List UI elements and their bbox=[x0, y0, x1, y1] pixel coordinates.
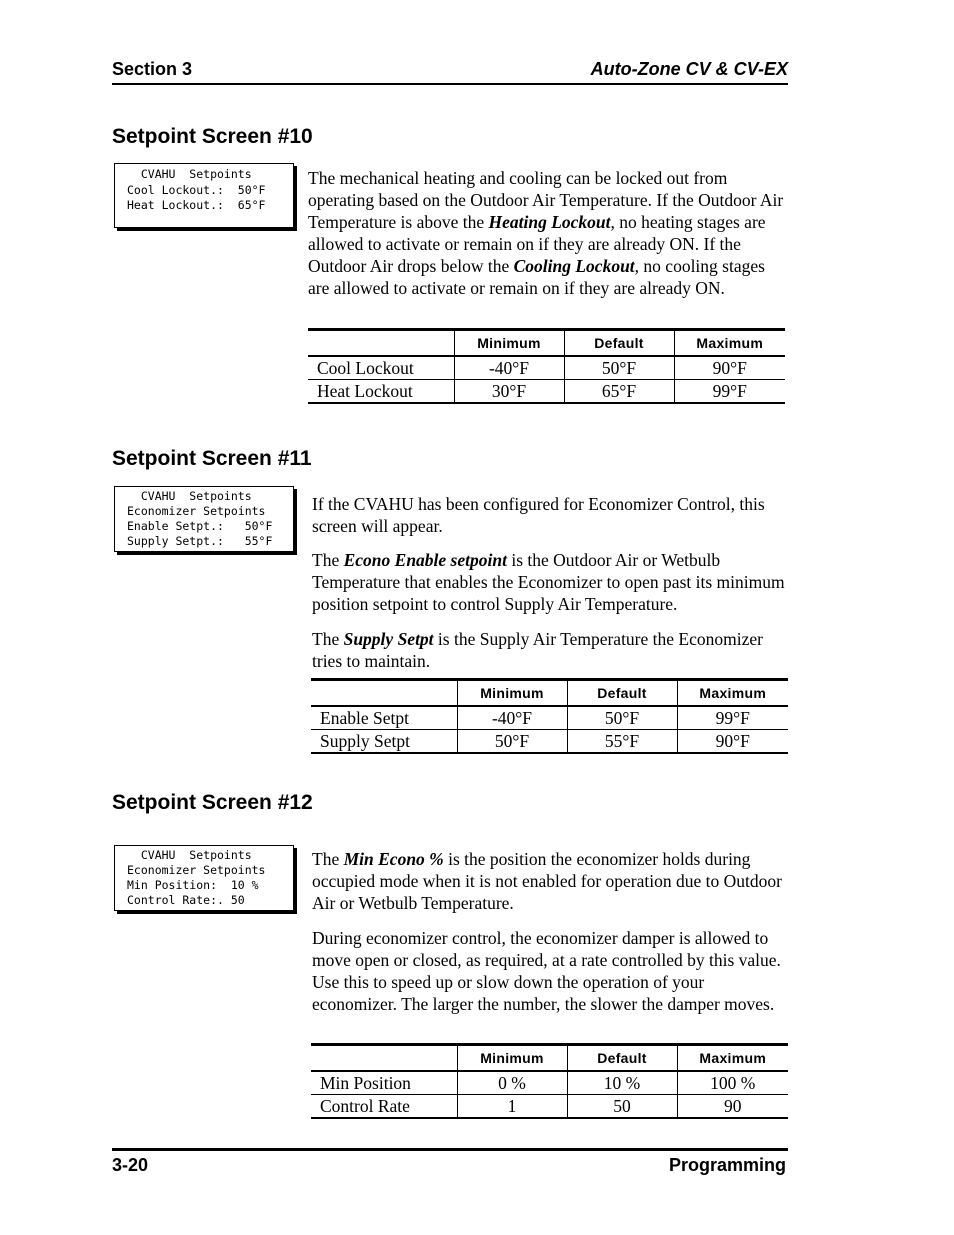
table-cell: 55°F bbox=[567, 730, 677, 754]
table-cell: -40°F bbox=[454, 356, 564, 380]
table-row bbox=[311, 730, 788, 754]
emphasis-term: Supply Setpt bbox=[343, 629, 434, 649]
section-label: Section 3 bbox=[112, 59, 193, 79]
body-paragraph: If the CVAHU has been configured for Economizer Control, this screen will appear. bbox=[312, 494, 765, 536]
table-cell: 90°F bbox=[674, 356, 785, 380]
column-header: Minimum bbox=[457, 680, 567, 707]
column-header: Minimum bbox=[457, 1045, 567, 1072]
row-label: Supply Setpt bbox=[311, 730, 457, 754]
table-row bbox=[311, 1095, 788, 1119]
body-paragraph: During economizer control, the economizer damper is allowed to move open or closed, as required, at a rate controlled by this value. Use this to speed up or slow down the operation of your economizer. The larger the number, the slower the damper moves. bbox=[312, 928, 781, 1014]
table-header-row bbox=[308, 330, 785, 357]
section-heading: Setpoint Screen #12 bbox=[112, 791, 313, 814]
lcd-display bbox=[114, 845, 294, 911]
emphasis-term: Econo Enable setpoint bbox=[343, 550, 507, 570]
column-header bbox=[308, 330, 454, 357]
lcd-line: CVAHU Setpoints bbox=[127, 489, 252, 503]
column-header: Maximum bbox=[677, 680, 788, 707]
table-cell: 90°F bbox=[677, 730, 788, 754]
setpoint-table bbox=[308, 328, 785, 404]
body-paragraph: The Min Econo % is the position the economizer holds during occupied mode when it is not enabled for operation due to Outdoor Air or Wetbulb Temperature. bbox=[312, 849, 782, 913]
table-row bbox=[311, 1071, 788, 1095]
table-cell: 65°F bbox=[564, 380, 674, 404]
document-title: Auto-Zone CV & CV-EX bbox=[590, 59, 788, 79]
table-cell: 50°F bbox=[564, 356, 674, 380]
header-rule bbox=[112, 83, 788, 85]
lcd-line: Supply Setpt.: 55°F bbox=[127, 534, 273, 548]
lcd-line: Enable Setpt.: 50°F bbox=[127, 519, 273, 533]
body-paragraph: The mechanical heating and cooling can be locked out from operating based on the Outdoor Air Temperature. If the Outdoor Air Temperature is above the Heating Lockout, no heating stages are allowed to activate or remain on if they are already ON. If the Outdoor Air drops below the Cooling Lockout, no cooling stages are allowed to activate or remain on if they are already ON. bbox=[308, 168, 784, 298]
table-cell: 50°F bbox=[567, 706, 677, 730]
table-cell: 100 % bbox=[677, 1071, 788, 1095]
row-label: Enable Setpt bbox=[311, 706, 457, 730]
table-cell: 1 bbox=[457, 1095, 567, 1119]
lcd-line: Control Rate:. 50 bbox=[127, 893, 245, 907]
page-number: 3-20 bbox=[112, 1155, 149, 1175]
lcd-line: Cool Lockout.: 50°F bbox=[127, 182, 266, 197]
table-cell: 10 % bbox=[567, 1071, 677, 1095]
lcd-line: CVAHU Setpoints bbox=[127, 848, 252, 862]
setpoint-table bbox=[311, 1043, 788, 1119]
table-cell: -40°F bbox=[457, 706, 567, 730]
emphasis-term: Min Econo % bbox=[343, 849, 444, 869]
lcd-line: Economizer Setpoints bbox=[127, 863, 266, 877]
row-label: Cool Lockout bbox=[308, 356, 454, 380]
lcd-line: Min Position: 10 % bbox=[127, 878, 259, 892]
emphasis-term: Cooling Lockout bbox=[513, 256, 635, 276]
column-header: Maximum bbox=[674, 330, 785, 357]
row-label: Min Position bbox=[311, 1071, 457, 1095]
column-header: Maximum bbox=[677, 1045, 788, 1072]
setpoint-table bbox=[311, 678, 788, 754]
table-cell: 99°F bbox=[677, 706, 788, 730]
section-heading: Setpoint Screen #11 bbox=[112, 447, 312, 470]
table-cell: 0 % bbox=[457, 1071, 567, 1095]
lcd-display bbox=[114, 163, 294, 228]
table-cell: 99°F bbox=[674, 380, 785, 404]
column-header bbox=[311, 680, 457, 707]
column-header: Default bbox=[567, 680, 677, 707]
table-cell: 30°F bbox=[454, 380, 564, 404]
table-row bbox=[311, 706, 788, 730]
row-label: Control Rate bbox=[311, 1095, 457, 1119]
table-row bbox=[308, 356, 785, 380]
emphasis-term: Heating Lockout bbox=[488, 212, 611, 232]
table-header-row bbox=[311, 1045, 788, 1072]
table-cell: 50 bbox=[567, 1095, 677, 1119]
body-paragraph: The Supply Setpt is the Supply Air Temperature the Economizer tries to maintain. bbox=[312, 629, 763, 671]
table-row bbox=[308, 380, 785, 404]
table-header-row bbox=[311, 680, 788, 707]
footer-rule bbox=[112, 1148, 788, 1151]
column-header: Minimum bbox=[454, 330, 564, 357]
column-header: Default bbox=[564, 330, 674, 357]
row-label: Heat Lockout bbox=[308, 380, 454, 404]
chapter-label: Programming bbox=[668, 1155, 786, 1175]
lcd-line: CVAHU Setpoints bbox=[127, 167, 252, 181]
lcd-display bbox=[114, 486, 294, 552]
body-paragraph: The Econo Enable setpoint is the Outdoor Air or Wetbulb Temperature that enables the Economizer to open past its minimum position setpoint to control Supply Air Temperature. bbox=[312, 550, 785, 614]
table-cell: 50°F bbox=[457, 730, 567, 754]
lcd-line: Economizer Setpoints bbox=[127, 504, 266, 518]
lcd-line: Heat Lockout.: 65°F bbox=[127, 198, 266, 212]
column-header bbox=[311, 1045, 457, 1072]
column-header: Default bbox=[567, 1045, 677, 1072]
table-cell: 90 bbox=[677, 1095, 788, 1119]
section-heading: Setpoint Screen #10 bbox=[112, 125, 313, 148]
